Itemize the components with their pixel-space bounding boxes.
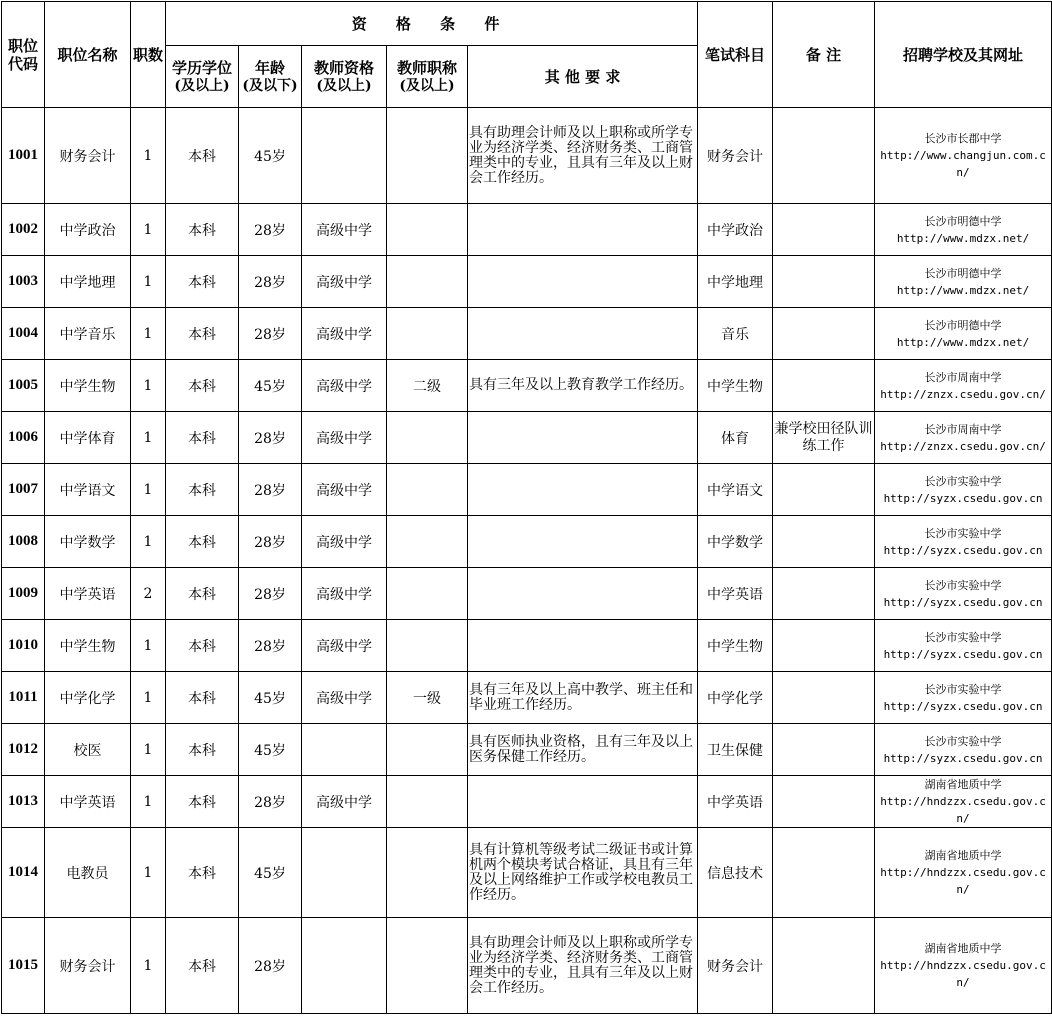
cell-other [468,516,698,568]
cell-other [468,308,698,360]
cell-note [773,672,875,724]
cell-education: 本科 [166,516,239,568]
cell-cert: 高级中学 [302,776,387,828]
cell-note [773,256,875,308]
cell-school [875,108,1052,204]
cell-education: 本科 [166,204,239,256]
cell-age: 28岁 [239,308,302,360]
cell-count: 1 [131,360,166,412]
cell-school [875,204,1052,256]
cell-title [387,464,468,516]
school-url-link[interactable]: http://www.mdzx.net/ [896,335,1030,349]
school-name: 长沙市明德中学 [924,318,1002,332]
cell-name: 中学体育 [45,412,131,464]
cell-code: 1004 [2,308,45,360]
cell-note [773,308,875,360]
school-url-link[interactable]: http://hndzzx.csedu.gov.cn/ [880,866,1046,896]
cell-exam: 中学英语 [698,776,773,828]
recruitment-table [1,1,1052,1014]
header-remarks: 备 注 [773,2,875,108]
school-name: 长沙市实验中学 [924,630,1002,644]
school-url-link[interactable]: http://www.mdzx.net/ [896,231,1030,245]
school-name: 长沙市实验中学 [924,734,1002,748]
cell-count: 1 [131,204,166,256]
cell-exam: 信息技术 [698,828,773,918]
school-name: 长沙市明德中学 [924,214,1002,228]
header-cert [302,46,387,108]
cell-exam: 卫生保健 [698,724,773,776]
cell-code: 1012 [2,724,45,776]
cell-count: 1 [131,256,166,308]
header-title-label: 教师职称 [396,58,457,77]
cell-title: 二级 [387,360,468,412]
cell-code: 1006 [2,412,45,464]
cell-cert: 高级中学 [302,204,387,256]
cell-cert: 高级中学 [302,308,387,360]
cell-other [468,412,698,464]
cell-cert [302,724,387,776]
cell-cert: 高级中学 [302,412,387,464]
cell-exam: 中学生物 [698,360,773,412]
cell-cert [302,828,387,918]
cell-exam: 中学化学 [698,672,773,724]
school-name: 长沙市周南中学 [924,370,1002,384]
cell-name: 中学生物 [45,360,131,412]
cell-other [468,620,698,672]
cell-exam: 中学语文 [698,464,773,516]
cell-school [875,568,1052,620]
cell-other: 具有助理会计师及以上职称或所学专业为经济学类、经济财务类、工商管理类中的专业，且具有三年及以上财会工作经历。 [468,918,698,1014]
cell-code: 1005 [2,360,45,412]
cell-age: 28岁 [239,204,302,256]
table-row [2,568,1052,620]
cell-note [773,464,875,516]
cell-other [468,204,698,256]
cell-note [773,918,875,1014]
school-url-link[interactable]: http://www.changjun.com.cn/ [880,149,1046,179]
cell-school [875,464,1052,516]
cell-age: 28岁 [239,568,302,620]
cell-school [875,516,1052,568]
header-school: 招聘学校及其网址 [875,2,1052,108]
cell-age: 28岁 [239,412,302,464]
header-age [239,46,302,108]
cell-education: 本科 [166,568,239,620]
cell-cert: 高级中学 [302,360,387,412]
cell-education: 本科 [166,256,239,308]
cell-school [875,308,1052,360]
cell-code: 1003 [2,256,45,308]
cell-exam: 中学生物 [698,620,773,672]
cell-education: 本科 [166,412,239,464]
cell-exam: 财务会计 [698,108,773,204]
cell-title [387,256,468,308]
cell-other [468,568,698,620]
cell-education: 本科 [166,360,239,412]
cell-name: 电教员 [45,828,131,918]
cell-note [773,724,875,776]
school-name: 长沙市长郡中学 [924,132,1002,145]
header-cert-label: 教师资格 [313,58,374,77]
cell-education: 本科 [166,308,239,360]
cell-note [773,776,875,828]
table-row [2,918,1052,1014]
cell-title [387,620,468,672]
cell-exam: 音乐 [698,308,773,360]
cell-code: 1008 [2,516,45,568]
header-exam: 笔试科目 [698,2,773,108]
cell-title [387,918,468,1014]
table-row [2,256,1052,308]
cell-age: 45岁 [239,108,302,204]
cell-other: 具有三年及以上高中教学、班主任和毕业班工作经历。 [468,672,698,724]
cell-school [875,620,1052,672]
cell-exam: 体育 [698,412,773,464]
cell-age: 45岁 [239,724,302,776]
cell-other: 具有计算机等级考试二级证书或计算机两个模块考试合格证，具且有三年及以上网络维护工作或学校电教员工作经历。 [468,828,698,918]
school-url-link[interactable]: http://syzx.csedu.gov.cn [883,543,1043,557]
cell-education: 本科 [166,918,239,1014]
school-url-link[interactable]: http://syzx.csedu.gov.cn [883,491,1043,505]
header-education-sub: (及以上) [174,77,230,94]
cell-note [773,360,875,412]
school-url-link[interactable]: http://syzx.csedu.gov.cn [883,647,1043,661]
cell-exam: 中学政治 [698,204,773,256]
header-other: 其 他 要 求 [468,46,698,108]
cell-count: 1 [131,308,166,360]
cell-name: 中学数学 [45,516,131,568]
cell-age: 45岁 [239,828,302,918]
cell-code: 1013 [2,776,45,828]
header-education-label: 学历学位 [171,58,232,77]
cell-other [468,256,698,308]
header-title [387,46,468,108]
table-row [2,204,1052,256]
cell-school [875,672,1052,724]
cell-note: 兼学校田径队训练工作 [773,412,875,464]
cell-cert [302,108,387,204]
cell-title: 一级 [387,672,468,724]
cell-age: 28岁 [239,776,302,828]
school-url-link[interactable]: http://syzx.csedu.gov.cn [883,595,1043,609]
table-row [2,828,1052,918]
cell-code: 1002 [2,204,45,256]
cell-school [875,828,1052,918]
cell-exam: 中学数学 [698,516,773,568]
school-url-link[interactable]: http://znzx.csedu.gov.cn/ [880,387,1046,401]
cell-count: 2 [131,568,166,620]
cell-age: 28岁 [239,620,302,672]
cell-note [773,620,875,672]
cell-title [387,724,468,776]
cell-age: 45岁 [239,360,302,412]
cell-note [773,828,875,918]
cell-name: 中学政治 [45,204,131,256]
cell-code: 1015 [2,918,45,1014]
header-name: 职位名称 [45,2,131,108]
cell-name: 中学语文 [45,464,131,516]
cell-education: 本科 [166,672,239,724]
cell-name: 中学地理 [45,256,131,308]
header-count: 职数 [131,2,166,108]
cell-code: 1001 [2,108,45,204]
cell-code: 1007 [2,464,45,516]
cell-count: 1 [131,620,166,672]
cell-count: 1 [131,464,166,516]
cell-cert: 高级中学 [302,256,387,308]
cell-note [773,568,875,620]
cell-count: 1 [131,724,166,776]
school-name: 长沙市周南中学 [924,422,1002,436]
table-row [2,776,1052,828]
cell-other [468,776,698,828]
cell-exam: 中学地理 [698,256,773,308]
header-age-label: 年龄 [254,58,285,77]
cell-code: 1011 [2,672,45,724]
cell-other: 具有三年及以上教育教学工作经历。 [468,360,698,412]
header-code: 职位代码 [2,2,45,108]
school-name: 长沙市实验中学 [924,578,1002,592]
school-url-link[interactable]: http://syzx.csedu.gov.cn [883,751,1043,765]
cell-title [387,516,468,568]
cell-name: 中学英语 [45,776,131,828]
table-row [2,360,1052,412]
cell-note [773,516,875,568]
table-row [2,620,1052,672]
school-name: 长沙市明德中学 [924,266,1002,280]
school-url-link[interactable]: http://www.mdzx.net/ [896,283,1030,297]
cell-age: 28岁 [239,464,302,516]
cell-other: 具有助理会计师及以上职称或所学专业为经济学类、经济财务类、工商管理类中的专业，且具有三年及以上财会工作经历。 [468,108,698,204]
cell-cert [302,918,387,1014]
table-row [2,108,1052,204]
cell-name: 中学英语 [45,568,131,620]
cell-count: 1 [131,776,166,828]
header-qualifications: 资 格 条 件 [166,2,698,46]
cell-count: 1 [131,672,166,724]
cell-count: 1 [131,412,166,464]
cell-exam: 财务会计 [698,918,773,1014]
cell-code: 1009 [2,568,45,620]
cell-age: 28岁 [239,256,302,308]
cell-name: 中学化学 [45,672,131,724]
header-education [166,46,239,108]
cell-title [387,828,468,918]
cell-title [387,776,468,828]
cell-note [773,108,875,204]
school-name: 长沙市实验中学 [924,526,1002,540]
cell-cert: 高级中学 [302,568,387,620]
cell-exam: 中学英语 [698,568,773,620]
school-url-link[interactable]: http://hndzzx.csedu.gov.cn/ [880,959,1046,989]
cell-education: 本科 [166,464,239,516]
header-age-sub: (及以下) [242,77,298,94]
cell-name: 中学生物 [45,620,131,672]
cell-title [387,568,468,620]
cell-cert: 高级中学 [302,620,387,672]
cell-cert: 高级中学 [302,672,387,724]
table-row [2,672,1052,724]
cell-count: 1 [131,108,166,204]
cell-education: 本科 [166,108,239,204]
cell-title [387,412,468,464]
cell-title [387,108,468,204]
cell-note [773,204,875,256]
cell-education: 本科 [166,776,239,828]
cell-age: 45岁 [239,672,302,724]
cell-name: 财务会计 [45,918,131,1014]
school-name: 湖南省地质中学 [924,778,1002,791]
cell-count: 1 [131,918,166,1014]
cell-school [875,776,1052,828]
school-name: 湖南省地质中学 [924,849,1002,862]
cell-count: 1 [131,516,166,568]
school-url-link[interactable]: http://hndzzx.csedu.gov.cn/ [880,795,1046,825]
cell-other [468,464,698,516]
cell-age: 28岁 [239,516,302,568]
school-name: 长沙市实验中学 [924,682,1002,696]
cell-other: 具有医师执业资格，且有三年及以上医务保健工作经历。 [468,724,698,776]
school-name: 湖南省地质中学 [924,942,1002,955]
table-row [2,412,1052,464]
table-row [2,724,1052,776]
header-cert-sub: (及以上) [316,77,372,94]
table-body [2,108,1052,1014]
cell-age: 28岁 [239,918,302,1014]
cell-education: 本科 [166,828,239,918]
school-url-link[interactable]: http://syzx.csedu.gov.cn [883,699,1043,713]
table-row [2,464,1052,516]
school-name: 长沙市实验中学 [924,474,1002,488]
cell-school [875,256,1052,308]
cell-title [387,204,468,256]
cell-count: 1 [131,828,166,918]
cell-code: 1014 [2,828,45,918]
header-title-sub: (及以上) [399,77,455,94]
cell-cert: 高级中学 [302,516,387,568]
cell-code: 1010 [2,620,45,672]
cell-title [387,308,468,360]
cell-name: 财务会计 [45,108,131,204]
cell-cert: 高级中学 [302,464,387,516]
cell-school [875,918,1052,1014]
cell-name: 校医 [45,724,131,776]
cell-school [875,724,1052,776]
cell-school [875,360,1052,412]
cell-education: 本科 [166,620,239,672]
cell-school [875,412,1052,464]
cell-education: 本科 [166,724,239,776]
school-url-link[interactable]: http://znzx.csedu.gov.cn/ [880,439,1046,453]
table-row [2,308,1052,360]
cell-name: 中学音乐 [45,308,131,360]
table-row [2,516,1052,568]
